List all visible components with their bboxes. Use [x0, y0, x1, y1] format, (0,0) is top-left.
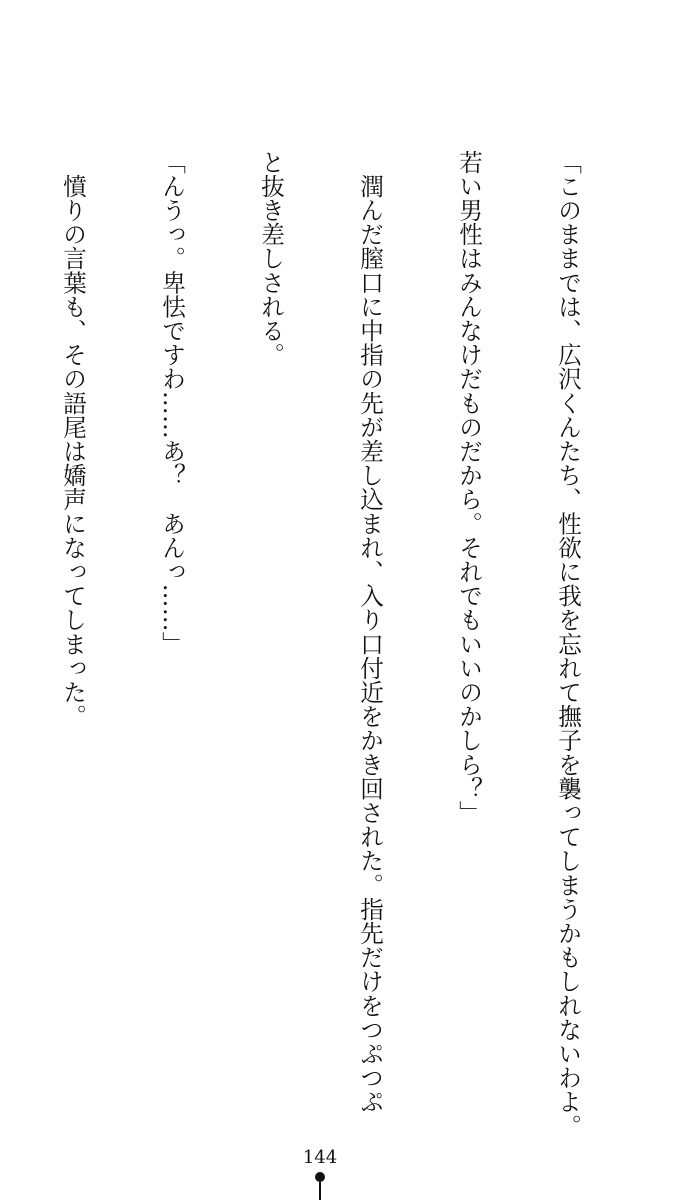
page-marker-stem [319, 1182, 321, 1200]
text-line: 「んうっ。卑怯ですわ……あ？ あんっ……」 [158, 150, 186, 657]
text-line: 潤んだ膣口に中指の先が差し込まれ、入り口付近をかき回された。指先だけをつぷつぷ [356, 150, 384, 1114]
page-number: 144 [302, 1147, 338, 1168]
text-line: 若い男性はみんなけだものだから。それでもいいのかしら？」 [455, 150, 483, 825]
text-line: 「このままでは、広沢くんたち、性欲に我を忘れて撫子を襲ってしまうかもしれないわよ。 [554, 150, 582, 1139]
text-line: と抜き差しされる。 [257, 150, 285, 367]
page-marker-dot [315, 1172, 325, 1182]
vertical-text-body [0, 150, 650, 1150]
text-line: 憤りの言葉も、その語尾は嬌声になってしまった。 [59, 150, 87, 729]
